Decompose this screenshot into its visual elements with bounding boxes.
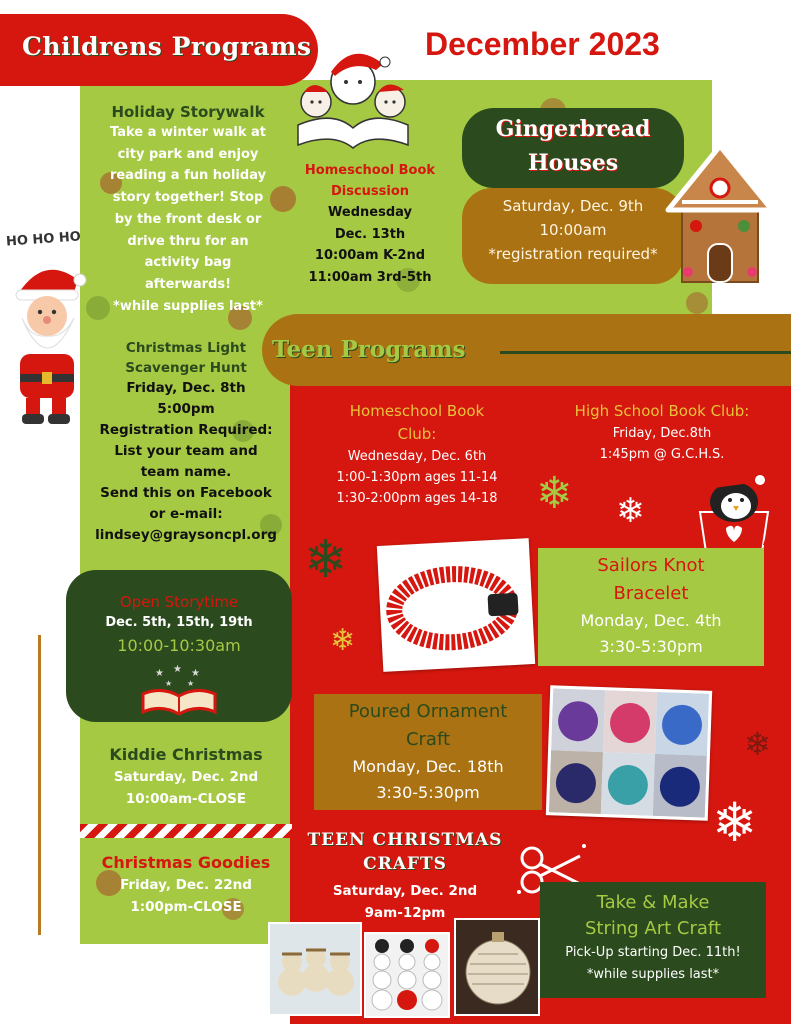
- snowflake-icon: ❄: [330, 623, 356, 658]
- highschool-line: 1:45pm @ G.C.H.S.: [599, 447, 725, 462]
- string-art-line: *while supplies last*: [586, 967, 720, 982]
- scavenger-title: Christmas Light: [125, 340, 247, 356]
- svg-text:★: ★: [173, 664, 182, 675]
- homeschool-discussion-block: [294, 160, 446, 288]
- storywalk-line: *while supplies last*: [113, 298, 263, 314]
- storywalk-line: by the front desk or: [114, 211, 262, 227]
- children-programs-title: Childrens Programs: [22, 32, 312, 61]
- svg-text:★: ★: [187, 679, 195, 688]
- kiddie-line: Saturday, Dec. 2nd: [113, 769, 259, 785]
- goodies-title: Christmas Goodies: [101, 853, 271, 872]
- open-storytime-card: [66, 570, 292, 722]
- gingerbread-title: [462, 112, 684, 180]
- svg-text:★: ★: [155, 668, 164, 679]
- penguin-mug-illustration: [686, 462, 786, 558]
- ornament-line: 3:30-5:30pm: [376, 783, 480, 802]
- kiddie-christmas-block: [82, 744, 290, 810]
- teen-crafts-block: [296, 828, 514, 924]
- storywalk-line: city park and enjoy: [117, 146, 259, 162]
- scavenger-email[interactable]: lindsey@graysoncpl.org: [95, 527, 277, 543]
- svg-text:★: ★: [165, 679, 173, 688]
- goodies-line: 1:00pm-CLOSE: [130, 899, 242, 915]
- string-art-title: Take & Make: [596, 892, 710, 913]
- storywalk-line: activity bag: [144, 255, 232, 271]
- homeschool-discussion-title: Homeschool Book: [304, 163, 436, 178]
- open-book-icon: [137, 664, 221, 716]
- sailors-line: 3:30-5:30pm: [599, 637, 703, 656]
- storywalk-line: story together! Stop: [112, 190, 264, 206]
- storywalk-title: Holiday Storywalk: [111, 103, 265, 121]
- sailors-line: Monday, Dec. 4th: [580, 611, 722, 630]
- bead-snowmen-photo: [364, 932, 450, 1018]
- scavenger-line: or e-mail:: [149, 506, 223, 522]
- snowflake-icon: ❄: [744, 725, 771, 763]
- svg-text:★: ★: [191, 668, 200, 679]
- goodies-line: Friday, Dec. 22nd: [120, 877, 252, 893]
- snowman-ornaments-photo: [268, 922, 362, 1016]
- teen-crafts-line: 9am-12pm: [364, 905, 446, 921]
- scavenger-line: Send this on Facebook: [100, 485, 272, 501]
- snowflake-icon: ❄: [304, 530, 348, 590]
- gingerbread-info-pill: [462, 188, 684, 284]
- string-art-title: String Art Craft: [584, 918, 721, 939]
- gingerbread-title-line: Gingerbread: [495, 116, 651, 142]
- highschool-line: Friday, Dec.8th: [612, 426, 712, 441]
- teen-homeschool-line: 1:00-1:30pm ages 11-14: [336, 470, 498, 485]
- ornaments-photo-collage: [546, 685, 712, 821]
- homeschool-discussion-line: Dec. 13th: [334, 226, 406, 242]
- scavenger-hunt-block: [82, 338, 290, 546]
- scavenger-line: List your team and: [114, 443, 258, 459]
- teen-crafts-title: TEEN CHRISTMAS: [307, 830, 503, 850]
- book-page-ornament-photo: [454, 918, 540, 1016]
- teen-homeschool-block: [312, 400, 522, 509]
- teen-homeschool-line: Wednesday, Dec. 6th: [347, 449, 487, 464]
- teen-programs-title: Teen Programs: [272, 336, 466, 363]
- storywalk-line: drive thru for an: [127, 233, 249, 249]
- storywalk-line: reading a fun holiday: [109, 168, 267, 184]
- gingerbread-title-line: Houses: [527, 150, 619, 176]
- storywalk-line: Take a winter walk at: [110, 125, 266, 140]
- homeschool-discussion-line: 10:00am K-2nd: [314, 248, 426, 263]
- string-art-card: [540, 882, 766, 998]
- homeschool-discussion-title: Discussion: [330, 184, 410, 199]
- sailors-knot-card: [538, 548, 764, 666]
- left-brown-rule: [38, 635, 41, 935]
- scavenger-line: Friday, Dec. 8th: [126, 380, 246, 396]
- gingerbread-line: 10:00am: [539, 221, 607, 239]
- santa-illustration: [4, 258, 90, 426]
- teen-homeschool-line: 1:30-2:00pm ages 14-18: [336, 491, 498, 506]
- storywalk-line: afterwards!: [144, 276, 232, 292]
- scavenger-line: Registration Required:: [99, 422, 273, 438]
- ornament-title: Poured Ornament: [348, 701, 508, 722]
- highschool-title: High School Book Club:: [574, 402, 750, 420]
- kiddie-line: 10:00am-CLOSE: [125, 791, 247, 807]
- scavenger-line: 5:00pm: [157, 401, 215, 417]
- teen-homeschool-title: Homeschool Book: [349, 402, 485, 420]
- storytime-dates: Dec. 5th, 15th, 19th: [105, 615, 253, 630]
- snowflake-icon: ❄: [536, 468, 573, 519]
- scavenger-line: team name.: [140, 464, 232, 480]
- homeschool-discussion-line: 11:00am 3rd-5th: [308, 269, 432, 285]
- homeschool-discussion-line: Wednesday: [328, 205, 412, 220]
- polka-dot: [686, 292, 708, 314]
- poured-ornament-card: [314, 694, 542, 810]
- string-art-line: Pick-Up starting Dec. 11th!: [565, 945, 741, 960]
- month-title: December 2023: [425, 26, 660, 62]
- gingerbread-house-illustration: [664, 140, 776, 286]
- storytime-title: Open Storytime: [119, 593, 239, 611]
- ornament-title: Craft: [405, 729, 451, 750]
- storytime-time: 10:00-10:30am: [117, 636, 241, 655]
- sailors-title: Sailors Knot: [597, 555, 705, 576]
- candy-cane-stripe: [80, 824, 292, 838]
- teen-crafts-title: CRAFTS: [363, 854, 447, 874]
- reading-characters-illustration: [288, 40, 418, 150]
- bracelet-photo: [377, 538, 535, 672]
- teen-crafts-line: Saturday, Dec. 2nd: [332, 883, 478, 899]
- storywalk-block: [90, 102, 286, 317]
- christmas-goodies-block: [82, 852, 290, 918]
- ornament-line: Monday, Dec. 18th: [352, 757, 504, 776]
- sailors-title: Bracelet: [613, 583, 689, 604]
- teen-homeschool-title: Club:: [397, 425, 437, 443]
- kiddie-title: Kiddie Christmas: [109, 745, 263, 764]
- highschool-club-block: [546, 400, 778, 465]
- gingerbread-line: *registration required*: [488, 245, 658, 263]
- snowflake-icon: ❄: [616, 491, 645, 531]
- scavenger-title: Scavenger Hunt: [125, 360, 247, 376]
- gingerbread-line: Saturday, Dec. 9th: [502, 197, 644, 215]
- snowflake-icon: ❄: [712, 791, 758, 854]
- teen-header-rule: [500, 351, 791, 354]
- santa-caption: HO HO HO: [5, 229, 82, 250]
